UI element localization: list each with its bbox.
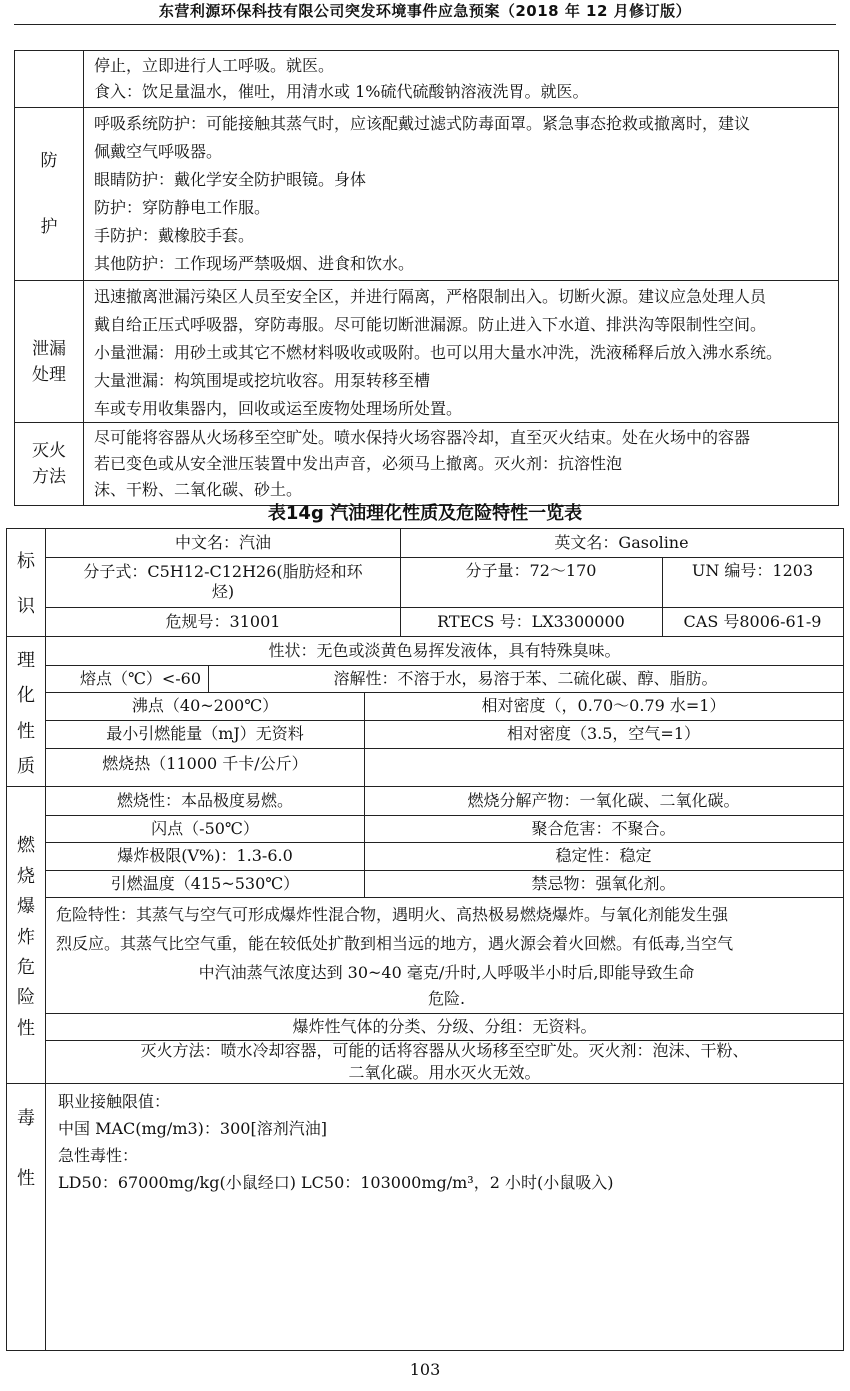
protection-line: 呼吸系统防护：可能接触其蒸气时，应该配戴过滤式防毒面罩。紧急事态抢救或撤离时，建议 [94,114,751,133]
fire-row [15,422,838,505]
hazard-section [7,786,843,1084]
grid-line [46,815,843,816]
fire-line: 沫、干粉、二氧化碳、砂土。 [94,480,303,499]
physical-label-char: 理 [17,650,35,672]
toxicity-body [46,1084,843,1351]
grid-line [364,787,365,897]
identity-label-char: 标 [17,551,35,573]
header-rule [14,24,836,25]
min-ignition-cell: 最小引燃能量（mJ）无资料 [106,724,304,743]
grid-line [46,842,843,843]
fire-content [84,423,838,505]
protection-line: 防护：穿防静电工作服。 [94,198,271,217]
autoignition-cell: 引燃温度（415~530℃） [110,873,300,893]
toxicity-line: 中国 MAC(mg/m3)：300[溶剂汽油] [58,1119,327,1138]
boiling-point-cell: 沸点（40~200℃） [131,696,279,715]
identity-label-char: 识 [17,595,35,617]
protection-line: 其他防护：工作现场严禁吸烟、进食和饮水。 [94,254,415,273]
danger-line: 烈反应。其蒸气比空气重，能在较低处扩散到相当远的地方，遇火源会着火回燃。有低毒,当空气 [56,934,734,953]
danger-line: 危险. [427,989,466,1008]
physical-section [7,636,843,787]
physical-label-char: 性 [17,720,35,742]
grid-line [46,870,843,871]
identity-body [46,529,843,636]
danger-line: 危险特性：其蒸气与空气可形成爆炸性混合物，遇明火、高热极易燃烧爆炸。与氧化剂能发生强 [56,905,729,924]
hazard-label-char: 危 [17,956,35,978]
hazard-label-char: 险 [17,987,35,1009]
gasoline-properties-table [6,528,844,1351]
grid-line [46,607,843,608]
fire-line: 若已变色或从安全泄压装置中发出声音，必须马上撤离。灭火剂：抗溶性泡 [94,454,623,473]
leak-row [15,280,838,422]
toxicity-line: 急性毒性： [58,1146,139,1165]
grid-line [46,692,843,693]
protection-row [15,107,838,280]
flammability-cell: 燃烧性：本品极度易燃。 [116,791,293,810]
extinguish-cell [46,1040,843,1084]
formula-cell [46,557,400,607]
en-name-cell: 英文名：Gasoline [554,533,689,552]
rtecs-cell: RTECS 号：LX3300000 [437,611,625,631]
protection-line: 眼睛防护：戴化学安全防护眼镜。身体 [94,170,367,189]
grid-line [46,557,843,558]
toxicity-label [7,1084,46,1351]
page-number: 103 [409,1360,441,1379]
grid-line [46,720,843,721]
leak-line: 小量泄漏：用砂土或其它不燃材料吸收或吸附。也可以用大量水冲洗，洗液稀释后放入沸水系统。 [94,343,783,362]
hazard-label-char: 炸 [17,926,35,948]
combustion-heat-cell: 燃烧热（11000 千卡/公斤） [102,754,308,773]
leak-line: 车或专用收集器内，回收或运至废物处理场所处置。 [94,399,463,418]
physical-label-char: 化 [17,685,35,707]
physical-label-char: 质 [17,755,35,777]
cn-name-cell: 中文名：汽油 [174,533,271,552]
toxicity-label-char: 性 [17,1168,35,1189]
classification-cell: 爆炸性气体的分类、分级、分组：无资料。 [292,1016,597,1036]
flash-point-cell: 闪点（-50℃） [151,818,259,838]
protection-label-char: 防 [40,151,58,171]
danger-line: 中汽油蒸气浓度达到 30~40 毫克/升时,人呼吸半小时后,即能导致生命 [198,963,695,982]
solubility-cell: 溶解性：不溶于水，易溶于苯、二硫化碳、醇、脂肪。 [333,668,718,688]
protection-label-char: 护 [40,217,58,237]
formula-line: 分子式：C5H12-C12H26(脂肪烃和环 [83,562,363,581]
density-water-cell: 相对密度（，0.70～0.79 水=1） [481,696,726,715]
extinguish-line: 灭火方法：喷水冷却容器，可能的话将容器从火场移至空旷处。灭火剂：泡沫、干粉、 [140,1041,749,1060]
grid-line [46,1013,843,1014]
grid-line [208,665,209,692]
hazard-label-char: 性 [17,1017,35,1039]
leak-label-line: 泄漏 [32,338,66,359]
melting-point-cell: 熔点（℃）<-60 [79,668,202,688]
formula-line: 烃) [211,582,235,601]
danger-characteristics [56,900,837,1011]
toxicity-line: 职业接触限值： [58,1092,171,1111]
hazard-label-char: 燃 [17,835,35,857]
first-aid-row [15,51,838,107]
explosive-limit-cell: 爆炸极限(V%)：1.3-6.0 [117,846,293,865]
density-air-cell: 相对密度（3.5，空气=1） [506,724,701,743]
stability-cell: 稳定性：稳定 [555,846,652,865]
toxicity-content [58,1088,837,1196]
identity-section [7,529,843,636]
physical-body [7,637,843,787]
grid-line [400,529,401,636]
leak-line: 迅速撤离泄漏污染区人员至安全区，并进行隔离，严格限制出入。切断火源。建议应急处理人员 [94,287,767,306]
leak-label [15,281,84,422]
first-aid-line: 停止，立即进行人工呼吸。就医。 [94,56,335,75]
polymerization-cell: 聚合危害：不聚合。 [531,818,676,838]
decomposition-cell: 燃烧分解产物：一氧化碳、二氧化碳。 [467,791,740,810]
toxicity-label-char: 毒 [17,1108,35,1129]
first-aid-line: 食入：饮足量温水，催吐，用清水或 1%硫代硫酸钠溶液洗胃。就医。 [94,82,589,101]
first-aid-label [15,51,84,107]
hazard-body [7,787,843,1084]
toxicity-line: LD50：67000mg/kg(小鼠经口) LC50：103000mg/m³，2 小时(小鼠吸入) [58,1173,614,1192]
first-aid-content [84,51,838,107]
hazard-label-char: 爆 [17,896,35,918]
grid-line [364,692,365,787]
leak-label-line: 处理 [32,364,66,385]
fire-line: 尽可能将容器从火场移至空旷处。喷水保持火场容器冷却，直至灭火结束。处在火场中的容器 [94,428,751,447]
cas-cell: CAS 号8006-61-9 [683,611,822,631]
toxicity-section [7,1083,843,1351]
identity-label [7,529,46,636]
leak-line: 戴自给正压式呼吸器，穿防毒服。尽可能切断泄漏源。防止进入下水道、排洪沟等限制性空间。 [94,315,767,334]
mol-weight-cell: 分子量：72～170 [465,561,597,580]
document-header: 东营利源环保科技有限公司突发环境事件应急预案（2018 年 12 月修订版） [158,2,692,20]
protection-line: 手防护：戴橡胶手套。 [94,226,255,245]
hazard-label-char: 烧 [17,865,35,887]
table-caption: 表14g 汽油理化性质及危险特性一览表 [267,503,583,524]
grid-line [46,897,843,898]
grid-line [46,665,843,666]
protection-content [84,108,838,280]
un-number-cell: UN 编号：1203 [691,561,814,580]
appearance-cell: 性状：无色或淡黄色易挥发液体，具有特殊臭味。 [268,641,621,660]
grid-line [662,557,663,636]
fire-label-line: 方法 [32,467,66,487]
fire-label [15,423,84,505]
hazard-number-cell: 危规号：31001 [165,611,281,631]
fire-label-line: 灭火 [32,441,66,461]
grid-line [46,748,843,749]
extinguish-line: 二氧化碳。用水灭火无效。 [348,1063,541,1082]
protection-line: 佩戴空气呼吸器。 [94,142,223,161]
incompatible-cell: 禁忌物：强氧化剂。 [531,873,676,893]
emergency-measures-table [14,50,839,506]
leak-line: 大量泄漏：构筑围堤或挖坑收容。用泵转移至槽 [94,371,431,390]
grid-line [46,1040,843,1041]
leak-content [84,281,838,422]
protection-label [15,108,84,280]
